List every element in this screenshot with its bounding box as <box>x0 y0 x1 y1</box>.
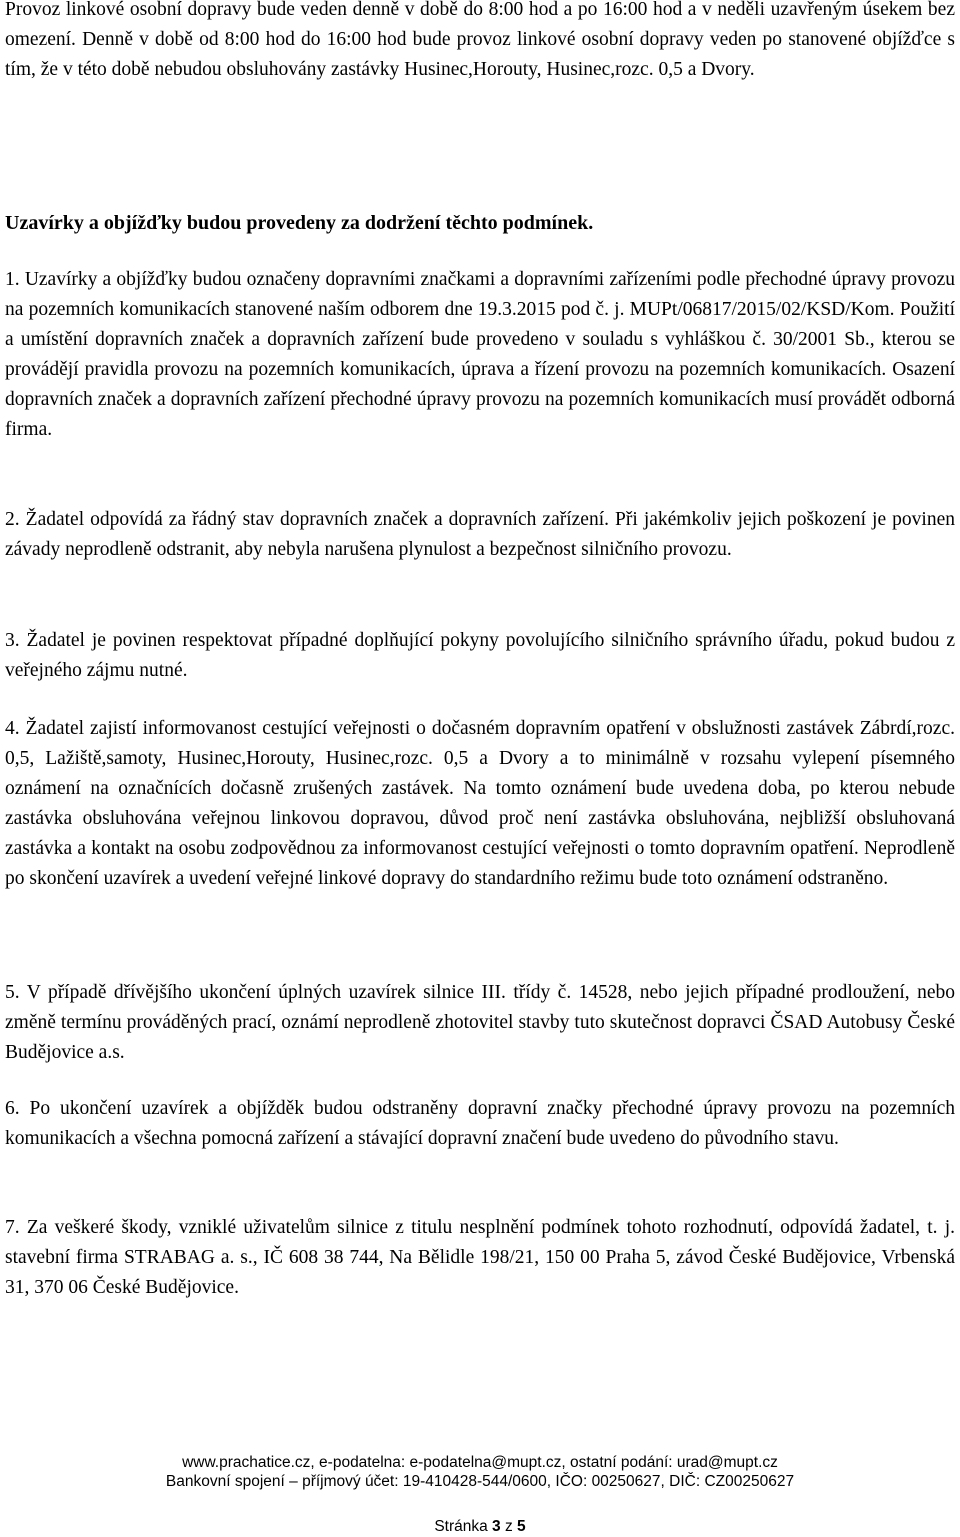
footer-contact-line: www.prachatice.cz, e-podatelna: e-podatelna@mupt.cz, ostatní podání: urad@mupt.cz <box>182 1454 778 1471</box>
condition-item-7: 7. Za veškeré škody, vzniklé uživatelům silnice z titulu nesplnění podmínek tohoto rozhodnutí, odpovídá žadatel, t. j. stavební firma STRABAG a. s., IČ 608 38 744, Na Bělidle 198/21, 150 00 Praha 5, závod České Budějovice, Vrbenská 31, 370 06 České Budějovice. <box>5 1217 955 1298</box>
condition-item-3: 3. Žadatel je povinen respektovat případné doplňující pokyny povolujícího silničního správního úřadu, pokud budou z veřejného zájmu nutné. <box>5 630 955 681</box>
page-number-prefix: Stránka <box>434 1518 488 1535</box>
conditions-heading: Uzavírky a objížďky budou provedeny za dodržení těchto podmínek. <box>5 212 594 234</box>
condition-item-6: 6. Po ukončení uzavírek a objížděk budou odstraněny dopravní značky přechodné úpravy provozu na pozemních komunikacích a všechna pomocná zařízení a stávající dopravní značení bude uvedeno do původního stavu. <box>5 1098 955 1149</box>
page-number-separator: z <box>504 1518 513 1535</box>
page-number-current: 3 <box>492 1518 501 1535</box>
page-number-total: 5 <box>517 1518 526 1535</box>
condition-item-2: 2. Žadatel odpovídá za řádný stav dopravních značek a dopravních zařízení. Při jakémkoliv jejich poškození je povinen závady neprodleně odstranit, aby nebyla narušena plynulost a bezpečnost silničního provozu. <box>5 509 955 560</box>
condition-item-4: 4. Žadatel zajistí informovanost cestující veřejnosti o dočasném dopravním opatření v obslužnosti zastávek Zábrdí,rozc. 0,5, Lažiště,samoty, Husinec,Horouty, Husinec,rozc. 0,5 a Dvory a to minimálně v rozsahu vylepení písemného oznámení na označnících dočasně zrušených zastávek. Na tomto oznámení bude uvedena doba, po kterou nebude zastávka obsluhována veřejnou linkovou dopravou, důvod proč není zastávka obsluhována, nejbližší obsluhovaná zastávka a kontakt na osobu zodpovědnou za informovanost cestující veřejnosti o tomto dopravním opatření. Neprodleně po skončení uzavírek a uvedení veřejné linkové dopravy do standardního režimu bude toto oznámení odstraněno. <box>5 718 955 889</box>
page-number <box>0 1517 960 1537</box>
intro-paragraph: Provoz linkové osobní dopravy bude veden denně v době do 8:00 hod a po 16:00 hod a v neděli uzavřeným úsekem bez omezení. Denně v době od 8:00 hod do 16:00 hod bude provoz linkové osobní dopravy veden po stanovené objížďce s tím, že v této době nebudou obsluhovány zastávky Husinec,Horouty, Husinec,rozc. 0,5 a Dvory. <box>5 0 955 80</box>
condition-item-5: 5. V případě dřívějšího ukončení úplných uzavírek silnice III. třídy č. 14528, nebo jejich případné prodloužení, nebo změně termínu prováděných prací, oznámí neprodleně zhotovitel stavby tuto skutečnost dopravci ČSAD Autobusy České Budějovice a.s. <box>5 982 955 1063</box>
condition-item-1: 1. Uzavírky a objížďky budou označeny dopravními značkami a dopravními zařízeními podle přechodné úpravy provozu na pozemních komunikacích stanovené naším odborem dne 19.3.2015 pod č. j. MUPt/06817/2015/02/KSD/Kom. Použití a umístění dopravních značek a dopravních zařízení bude provedeno v souladu s vyhláškou č. 30/2001 Sb., kterou se provádějí pravidla provozu na pozemních komunikacích, úprava a řízení provozu na pozemních komunikacích. Osazení dopravních značek a dopravních zařízení přechodné úpravy provozu na pozemních komunikacích musí provádět odborná firma. <box>5 269 955 440</box>
footer-bank-line: Bankovní spojení – příjmový účet: 19-410428-544/0600, IČO: 00250627, DIČ: CZ00250627 <box>165 1473 795 1490</box>
